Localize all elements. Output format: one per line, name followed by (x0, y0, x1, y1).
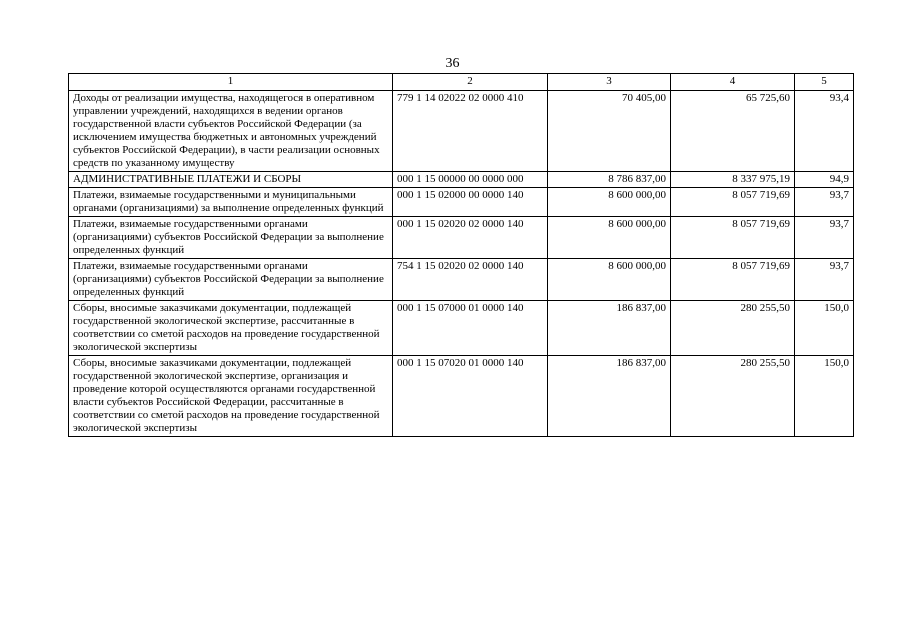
row-plan-value: 8 600 000,00 (548, 259, 671, 301)
table-row (69, 259, 854, 301)
table-row (69, 91, 854, 172)
budget-table (68, 73, 854, 437)
row-actual-value: 280 255,50 (671, 356, 795, 437)
row-code: 000 1 15 00000 00 0000 000 (393, 172, 548, 188)
row-plan-value: 186 837,00 (548, 301, 671, 356)
table-row (69, 172, 854, 188)
table-row (69, 356, 854, 437)
column-header-3: 3 (548, 74, 671, 91)
row-percent: 93,7 (795, 259, 854, 301)
row-plan-value: 8 600 000,00 (548, 217, 671, 259)
row-name: Сборы, вносимые заказчиками документации, подлежащей государственной экологической экспертизе, рассчитанные в соответствии со сметой расходов на проведение государственной экологической экспертизы (69, 301, 393, 356)
row-name: Платежи, взимаемые государственными органами (организациями) субъектов Российской Федерации за выполнение определенных функций (69, 217, 393, 259)
row-actual-value: 8 057 719,69 (671, 188, 795, 217)
table-row (69, 188, 854, 217)
column-header-4: 4 (671, 74, 795, 91)
column-header-5: 5 (795, 74, 854, 91)
row-code: 000 1 15 02020 02 0000 140 (393, 217, 548, 259)
row-code: 754 1 15 02020 02 0000 140 (393, 259, 548, 301)
table-row (69, 301, 854, 356)
row-actual-value: 8 057 719,69 (671, 217, 795, 259)
row-name: Платежи, взимаемые государственными органами (организациями) субъектов Российской Федерации за выполнение определенных функций (69, 259, 393, 301)
row-plan-value: 70 405,00 (548, 91, 671, 172)
row-actual-value: 65 725,60 (671, 91, 795, 172)
row-name: Доходы от реализации имущества, находящегося в оперативном управлении учреждений, находящихся в ведении органов государственной власти субъектов Российской Федерации (за исключением имущества бюджетных и автономных учреждений субъектов Российской Федерации), в части реализации основных средств по указанному имуществу (69, 91, 393, 172)
row-actual-value: 8 057 719,69 (671, 259, 795, 301)
row-percent: 150,0 (795, 301, 854, 356)
row-name: Сборы, вносимые заказчиками документации, подлежащей государственной экологической экспертизе, организация и проведение которой осуществляются органами государственной власти субъектов Российской Федерации, рассчитанные в соответствии со сметой расходов на проведение государственной экологической экспертизы (69, 356, 393, 437)
row-code: 000 1 15 07020 01 0000 140 (393, 356, 548, 437)
row-name: Платежи, взимаемые государственными и муниципальными органами (организациями) за выполнение определенных функций (69, 188, 393, 217)
row-percent: 93,7 (795, 217, 854, 259)
row-plan-value: 8 786 837,00 (548, 172, 671, 188)
row-plan-value: 8 600 000,00 (548, 188, 671, 217)
page-number: 36 (445, 56, 460, 71)
row-code: 779 1 14 02022 02 0000 410 (393, 91, 548, 172)
row-name: АДМИНИСТРАТИВНЫЕ ПЛАТЕЖИ И СБОРЫ (69, 172, 393, 188)
row-percent: 150,0 (795, 356, 854, 437)
row-actual-value: 8 337 975,19 (671, 172, 795, 188)
row-percent: 93,7 (795, 188, 854, 217)
row-percent: 94,9 (795, 172, 854, 188)
row-code: 000 1 15 07000 01 0000 140 (393, 301, 548, 356)
column-header-1: 1 (69, 74, 393, 91)
table-row (69, 217, 854, 259)
column-header-2: 2 (393, 74, 548, 91)
row-code: 000 1 15 02000 00 0000 140 (393, 188, 548, 217)
row-percent: 93,4 (795, 91, 854, 172)
row-actual-value: 280 255,50 (671, 301, 795, 356)
row-plan-value: 186 837,00 (548, 356, 671, 437)
header-row (69, 74, 854, 91)
